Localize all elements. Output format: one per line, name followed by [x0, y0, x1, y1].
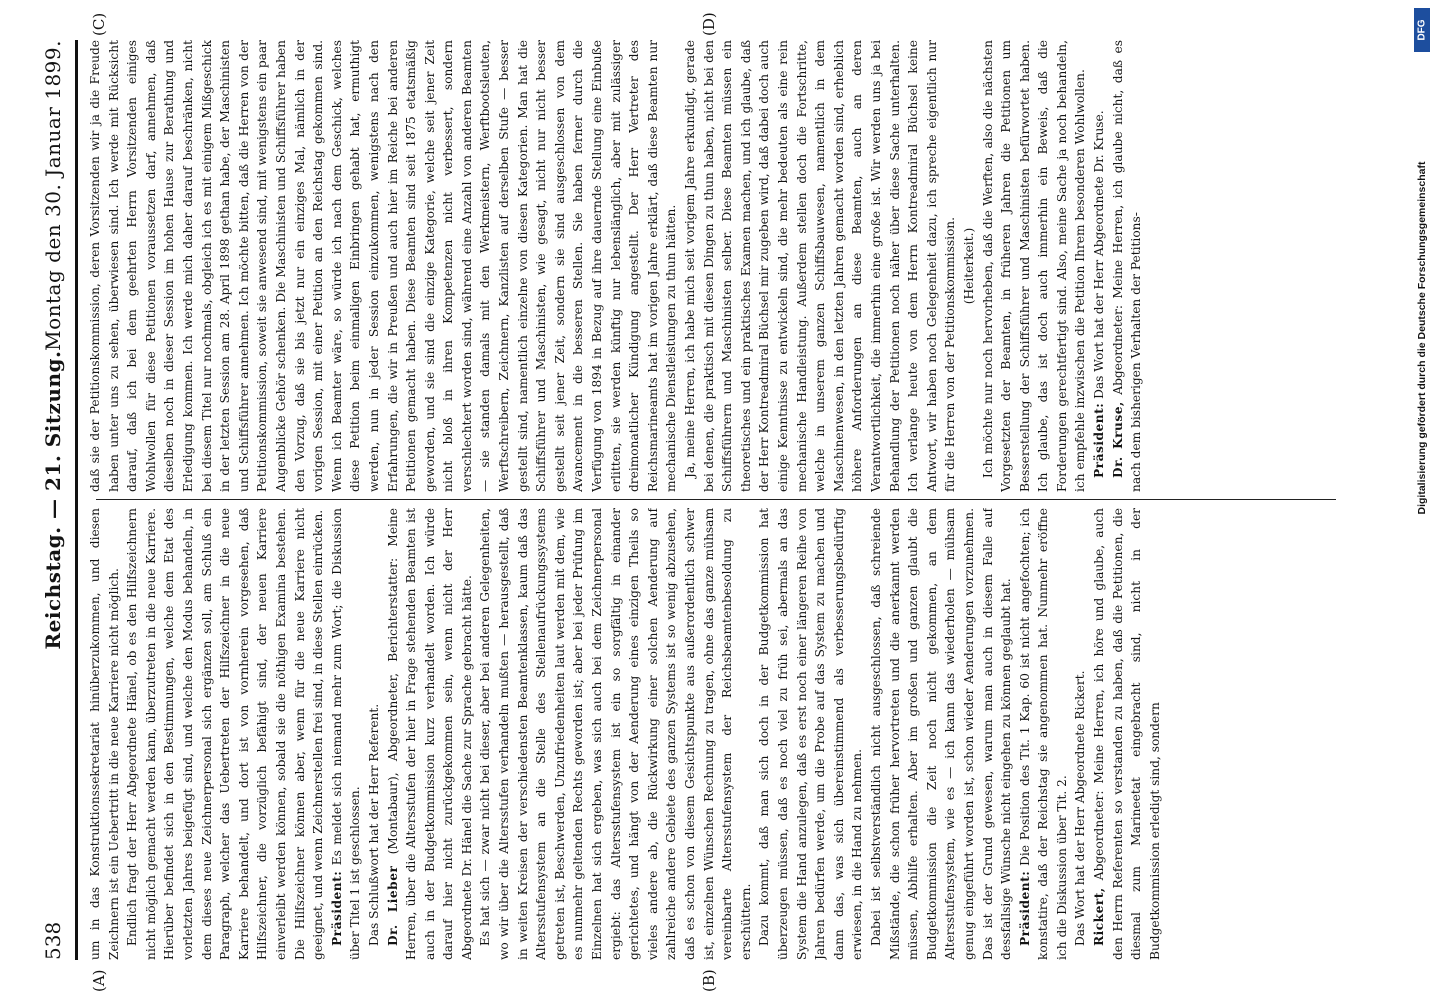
left-column-paragraph [1071, 508, 1090, 960]
dfg-logo: DFG [1414, 8, 1430, 52]
left-column-paragraph [86, 508, 123, 960]
speaker-name: Präsident: [1017, 870, 1032, 946]
right-column-paragraph [960, 40, 979, 492]
left-column-paragraph [755, 508, 867, 960]
paragraph-text: Ja, meine Herren, ich habe mich seit vorigem Jahre erkundigt, gerade bei denen, die praktisch mit diesen Dingen zu thun haben, nicht bei den Schiffsführern und Maschinisten selber. Diese Beamten müssen ein theoretisches und ein praktisches Examen machen, und ich glaube, daß der Herr Kontreadmiral Büchsel mir zugeben wird, daß dabei doch auch einige Kenntnisse zu entwickeln sind, die mehr bedeuten als eine rein mechanische Handleistung. Außerdem stellen doch die Fortschritte, welche in unserem ganzen Schiffsbauwesen, namentlich in dem Maschinenwesen, in den letzten Jahren gemacht worden sind, erheblich höhere Anforderungen an diese Beamten, auch an deren Verantwortlichkeit, die immerhin eine große ist. Wir werden uns ja bei Behandlung der Petitionen noch näher über diese Sache unterhalten. Ich verlange heute von dem Herrn Kontreadmiral Büchsel keine Antwort, wir haben noch Gelegenheit dazu, ich spreche eigentlich nur für die Herren von der Petitionskommission. [683, 40, 958, 492]
left-column-paragraph [384, 508, 477, 960]
paragraph-text: Es meldet sich niemand mehr zum Wort; die Diskussion über Titel 1 ist geschlossen. [329, 508, 363, 960]
digitization-sidebar [1414, 8, 1430, 992]
page-title: Reichstag. — 21. Sitzung. [41, 350, 65, 650]
speaker-name: Dr. Kruse, [1110, 401, 1125, 478]
margin-label-b: (B) [700, 969, 718, 992]
paragraph-text: Das Wort hat der Herr Abgeordnete Rickert. [1073, 670, 1088, 946]
page-number: 538 [41, 921, 65, 960]
right-column-paragraph [979, 40, 1091, 492]
paragraph-text: Ich möchte nur noch hervorheben, daß die Werften, also die nächsten Vorgesetzten der Beamten, in früheren Jahren die Petitionen um Besserstellung der Schiffsführer und Maschinisten befürwortet haben. Ich glaube, das ist doch auch immerhin ein Beweis, daß die Forderungen gerechtfertigt sind. Also, meine Sache ja noch behandeln, ich empfehle inzwischen die Petition Ihrem besonderen Wohlwollen. [980, 40, 1088, 492]
paragraph-text: Das Schlußwort hat der Herr Referent. [366, 703, 381, 946]
right-column-paragraph [86, 40, 681, 492]
paragraph-text: Abgeordneter: Meine Herren, ich höre und glaube, auch den Herrn Referenten so verstanden zu haben, daß die Petitionen, die diesmal zum Marineetat eingebracht sind, nicht in der Budgetkommission erledigt sind, sondern [1092, 508, 1162, 960]
paragraph-text: Das Wort hat der Herr Abgeordnete Dr. Kruse. [1092, 110, 1107, 399]
left-column-paragraph [365, 508, 384, 960]
left-column-paragraph [867, 508, 1016, 960]
speaker-name: Rickert, [1092, 887, 1107, 946]
margin-label-d: (D) [700, 12, 718, 36]
paragraph-text: Dabei ist selbstverständlich nicht ausgeschlossen, daß schreiende Mißstände, die schon früher hervortreten und die anerkannt werden müssen, Abhilfe erhalten. Aber im großen und ganzen glaubt die Budgetkommission die Zeit noch nicht gekommen, an dem Altersstufensystem, wie es — ich kann das wiederholen — mühsam genug eingeführt worden ist, schon wieder Aenderungen vorzunehmen. Das ist der Grund gewesen, warum man auch in diesem Falle auf dessfallsige Wünsche nicht eingehen zu können geglaubt hat. [868, 508, 1014, 960]
paragraph-text: Die Position des Tit. 1 Kap. 60 ist nicht angefochten; ich konstatire, daß der Reichstag sie angenommen hat. Nunmehr eröffne ich die Diskussion über Tit. 2. [1017, 508, 1069, 960]
paragraph-text: Es hat sich — zwar nicht bei dieser, aber bei anderen Gelegenheiten, wo wir über die Altersstufen verhandeln mußten — herausgestellt, daß in weiten Kreisen der verschiedensten Beamtenklassen, kaum daß das Altersstufensystem an die Stelle des Stellenaufrückungssystems getreten ist, Beschwerden, Unzufriedenheiten laut werden mit dem, wie es nunmehr geltenden Rechts geworden ist; aber bei jeder Prüfung im Einzelnen hat sich ergeben, was sich auch bei dem Zeichnerpersonal ergiebt: das Altersstufensystem ist ein so sorgfältig in einander gerichtetes, und hängt von der Aenderung eines einzigen Theils so vieles andere ab, die Rückwirkung einer solchen Aenderung auf zahlreiche andere Gebiete des ganzen Systems ist so wenig abzusehen, daß es schon von diesem Gesichtspunkte aus außerordentlich schwer ist, einzelnen Wünschen Rechnung zu tragen, ohne das ganze mühsam vereinbarte Altersstufensystem der Reichsbeamtenbesoldung zu erschüttern. [478, 508, 753, 960]
margin-label-c: (C) [90, 12, 108, 36]
paragraph-text: Abgeordneter: Meine Herren, ich glaube nicht, daß es nach dem bisherigen Verhalten der Petitions- [1110, 40, 1144, 492]
left-column-paragraph [123, 508, 328, 960]
left-text-column [86, 508, 1351, 960]
paragraph-text: (Montabaur), Abgeordneter, Berichterstatter: Meine Herren, über die Altersstufen der hier in Frage stehenden Beamten ist auch in der Budgetkommission kurz verhandelt worden. Ich würde darauf hier nicht zurückgekommen sein, wenn nicht der Herr Abgeordnete Dr. Hänel die Sache zur Sprache gebracht hätte. [385, 508, 474, 960]
left-column-paragraph [328, 508, 365, 960]
left-column-paragraph [1090, 508, 1164, 960]
session-date: Montag den 30. Januar 1899. [41, 40, 65, 351]
page-header [35, 40, 78, 960]
paragraph-text: Endlich fragt der Herr Abgeordnete Hänel, ob es den Hilfszeichnern nicht möglich gemacht werden kann, überzutreten in die neue Karriere. Hierüber befindet sich in den Bestimmungen, welche dem Etat des vorletzten Jahres beigefügt sind, und welche den Modus behandeln, in dem dieses neue Zeichnerpersonal sich ergänzen soll, am Schluß ein Paragraph, welcher das Uebertreten der Hilfszeichner in die neue Karriere behandelt, und dort ist von vornherein vorgesehen, daß Hilfszeichner, die vorzüglich befähigt sind, der neuen Karriere einverleibt werden können, sobald sie die nöthigen Examina bestehen. Die Hilfszeichner können aber, wenn für die neue Karriere nicht geeignet, und wenn Zeichnerstellen frei sind, in diese Stellen einrücken. [125, 508, 326, 960]
left-column-paragraph [476, 508, 755, 960]
digitization-credit: Digitalisierung gefördert durch die Deutsche Forschungsgemeinschaft [1416, 161, 1428, 515]
column-divider [96, 499, 1336, 500]
right-column-paragraph [1109, 40, 1146, 492]
left-column-paragraph [1016, 508, 1072, 960]
paragraph-text: um in das Konstruktionssekretariat hinüberzukommen, und diesen Zeichnern ist ein Uebertritt in die neue Karriere nicht möglich. [88, 508, 121, 960]
speaker-name: Präsident: [329, 870, 344, 946]
paragraph-text: (Heiterkeit.) [961, 227, 976, 305]
right-column-paragraph [1090, 40, 1109, 492]
speaker-name: Präsident: [1092, 402, 1107, 478]
right-text-column [86, 40, 1351, 492]
right-column-paragraph [681, 40, 960, 492]
paragraph-text: daß sie der Petitionskommission, deren Vorsitzenden wir ja die Freude haben unter uns zu sehen, überwiesen sind. Ich werde mit Rücksicht darauf, daß ich bei dem geehrten Herrn Vorsitzenden einiges Wohlwollen für diese Petitionen voraussetzen darf, annehmen, daß dieselben noch in dieser Session im hohen Hause zur Berathung und Erledigung kommen. Ich werde mich daher darauf beschränken, nicht bei diesem Titel nur nochmals, obgleich ich es mit einigem Mißgeschick in der letzten Session am 28. April 1898 gethan habe, der Maschinisten und Schiffsführer annehmen. Ich möchte bitten, daß die Herren von der Petitionskommission, soweit sie anwesend sind, mit wenigstens ein paar Augenblicke Gehör schenken. Die Maschinisten und Schiffsführer haben den Vorzug, daß sie bis jetzt nur ein einziges Mal, nämlich in der vorigen Session, mit einer Petition an den Reichstag gekommen sind. Wenn ich Beamter wäre, so würde ich nach dem Geschick, welches diese Petition beim einmaligen Einbringen gehabt hat, ermuthigt werden, nun in jeder Session einzukommen, wenigstens nach den Erfahrungen, die wir in Preußen und auch hier im Reiche bei anderen Petitionen gemacht haben. Diese Beamten sind seit 1875 etatsmäßig geworden, und sie sind die einzige Kategorie, welche seit jener Zeit nicht bloß in ihren Kompetenzen nicht verbessert, sondern verschlechtert worden sind, während eine Anzahl von anderen Beamten — sie standen damals mit den Werkmeistern, Werftbootsleuten, Werftschreibern, Zeichnern, Kanzlisten auf derselben Stufe — besser gestellt sind, namentlich einzelne von diesen Kategorien. Man hat die Schiffsführer und Maschinisten, wie gesagt, nicht nur nicht besser gestellt seit jener Zeit, sondern sie sind ausgeschlossen von dem Avancement in die besseren Stellen. Sie haben ferner durch die Verfügung von 1894 in Bezug auf ihre dauernde Stellung eine Einbuße erlitten, sie werden künftig nur lebenslänglich, aber mit zulässiger dreimonatlicher Kündigung angestellt. Der Herr Vertreter des Reichsmarineamts hat im vorigen Jahre erklärt, daß diese Beamten nur mechanische Dienstleistungen zu thun hätten. [88, 40, 679, 492]
paragraph-text: Dazu kommt, daß man sich doch in der Budgetkommission hat überzeugen müssen, daß es noch viel zu früh sei, abermals an das System die Hand anzulegen, daß es erst noch einer längeren Reihe von Jahren bedürfen werde, um die Probe auf das System zu machen und dann das, was sich übereinstimmend als verbesserungsbedürftig erwiesen, in die Hand zu nehmen. [757, 508, 865, 960]
speaker-name: Dr. Lieber [385, 865, 400, 946]
margin-label-a: (A) [90, 969, 108, 992]
